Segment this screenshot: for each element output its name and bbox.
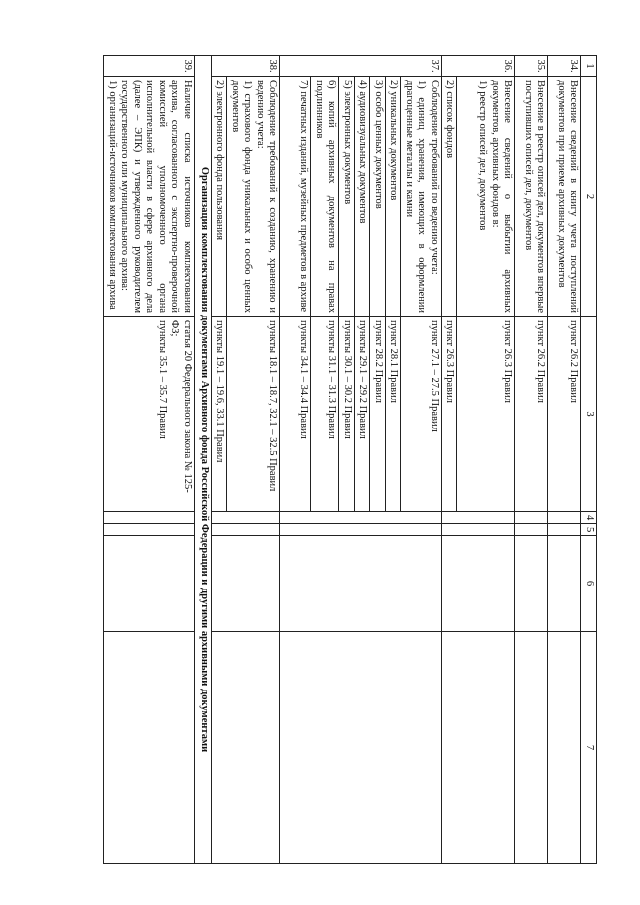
rotated-page — [77, 55, 597, 863]
requirement-subitem: 7) печатных изданий, музейных предметов в архиве — [280, 77, 311, 317]
column-header: 3 — [581, 317, 597, 512]
column-header: 7 — [581, 632, 597, 864]
legal-reference: пункт 26.2 Правил — [515, 317, 548, 512]
requirement-subitem: 2) электронного фонда пользования — [212, 77, 228, 317]
legal-reference-line: статья 20 Федерального закона № 125-ФЗ; — [169, 320, 193, 493]
inspection-checklist-table — [104, 55, 598, 864]
requirement-subitem: 2) уникальных документов — [386, 77, 402, 317]
table-row — [457, 56, 515, 864]
requirement-subitem: 3) особо ценных документов — [370, 77, 386, 317]
legal-reference: пункты 34.1 – 34.4 Правил — [280, 317, 311, 512]
requirement-text-line: Внесение сведений о выбытии архивных документов, архивных фондов в: — [490, 80, 514, 313]
legal-reference: пункт 28.2 Правил — [370, 317, 386, 512]
table-row — [515, 56, 548, 864]
requirement-text-line: Соблюдение требований по ведению учета: — [429, 80, 440, 275]
row-number: 34. — [548, 56, 581, 77]
row-number: 39. — [104, 56, 195, 77]
requirement-text: Внесение сведений в книгу учета поступлений документов при приеме архивных документов — [548, 77, 581, 317]
requirement-subitem: 6) копий архивных документов на правах подлинников — [311, 77, 339, 317]
requirement-text — [401, 77, 442, 317]
requirement-subitem: 4) аудиовизуальных документов — [355, 77, 371, 317]
legal-reference: пункты 29.1 – 29.2 Правил — [355, 317, 371, 512]
row-number: 36. — [442, 56, 516, 77]
requirement-text — [227, 77, 280, 317]
legal-reference-line: пункты 35.1 – 35.7 Правил — [157, 320, 168, 439]
requirement-text — [457, 77, 515, 317]
legal-reference — [104, 317, 195, 512]
row-number: 38. — [212, 56, 281, 77]
legal-reference: пункты 31.1 – 31.3 Правил — [311, 317, 339, 512]
column-header: 1 — [581, 56, 597, 77]
row-number: 35. — [515, 56, 548, 77]
requirement-subitem: 2) список фондов — [442, 77, 458, 317]
column-header: 5 — [581, 524, 597, 536]
row-number: 37. — [280, 56, 442, 77]
table-row — [401, 56, 442, 864]
legal-reference: пункты 19.1 – 19.6, 33.1 Правил — [212, 317, 228, 512]
legal-reference: пункты 30.1 – 30.2 Правил — [339, 317, 355, 512]
requirement-text-line: Соблюдение требований к созданию, хранению и ведению учета: — [255, 80, 279, 313]
requirement-text: Внесение в реестр описей дел, документов впервые поступивших описей дел, документов — [515, 77, 548, 317]
legal-reference: пункт 28.1 Правил — [386, 317, 402, 512]
legal-reference: пункты 18.1 – 18.7, 32.1 – 32.5 Правил — [227, 317, 280, 512]
requirement-subitem: 1) реестр описей дел, документов — [477, 80, 489, 231]
column-header: 6 — [581, 536, 597, 632]
table-row — [227, 56, 280, 864]
legal-reference: пункт 26.2 Правил — [548, 317, 581, 512]
column-number-row — [581, 56, 597, 864]
legal-reference: пункт 27.1 – 27.5 Правил — [401, 317, 442, 512]
requirement-subitem: 1) организаций-источников комплектования архива — [107, 80, 118, 310]
section-title: Организация комплектования документами Архивного фонда Российской Федерации и другими архивными документами — [195, 56, 212, 864]
column-header: 4 — [581, 512, 597, 524]
requirement-subitem: 5) электронных документов — [339, 77, 355, 317]
table-row — [104, 56, 195, 864]
requirement-subitem: 1) страхового фонда уникальных и особо ценных документов — [230, 80, 254, 313]
legal-reference: пункт 26.3 Правил — [457, 317, 515, 512]
requirement-subitem: 1) единиц хранения, имеющих в оформлении драгоценные металлы и камни — [404, 80, 428, 313]
legal-reference: пункт 26.3 Правил — [442, 317, 458, 512]
table-row — [548, 56, 581, 864]
column-header: 2 — [581, 77, 597, 317]
requirement-text — [104, 77, 195, 317]
section-header-row — [195, 56, 212, 864]
requirement-text-line: Наличие списка источников комплектования архива, согласованного с экспертно-проверочной комиссией уполномоченного органа исполнительной власти в сфере архивного дела (далее – ЭПК) и утвержденного руководителем государственного или муниципального архива: — [119, 80, 193, 313]
